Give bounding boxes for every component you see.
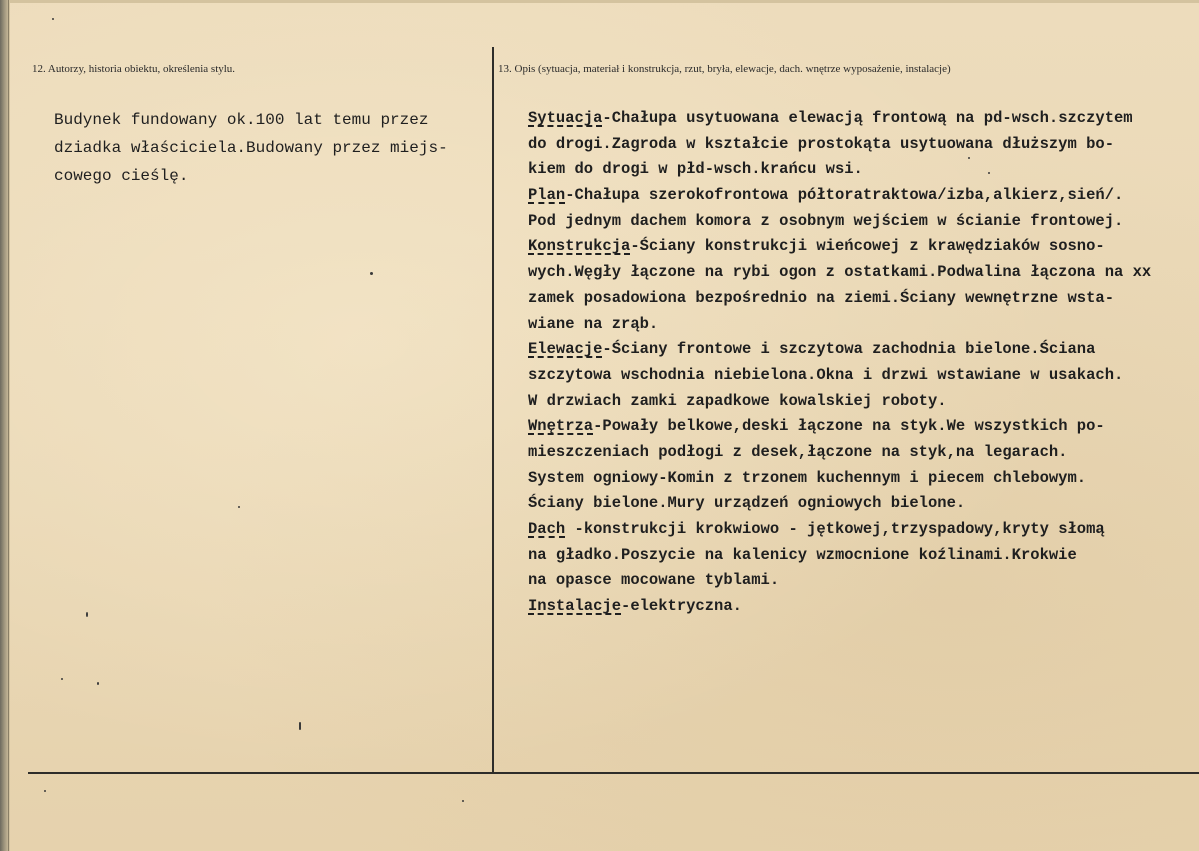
line-text: -Chałupa szerokofrontowa półtoratraktowa/izba,alkierz,sień/. bbox=[565, 186, 1124, 205]
paper-speck bbox=[988, 172, 990, 174]
section-13-line bbox=[528, 106, 1151, 132]
binding-line bbox=[8, 0, 9, 851]
section-12-line: dziadka właściciela.Budowany przez miejs- bbox=[54, 139, 448, 157]
column-divider bbox=[492, 47, 494, 772]
paper-speck bbox=[238, 506, 240, 508]
paper-speck bbox=[968, 157, 970, 159]
paper-speck bbox=[299, 722, 301, 730]
section-12-line: Budynek fundowany ok.100 lat temu przez bbox=[54, 111, 429, 129]
section-13-line bbox=[528, 363, 1151, 389]
paper-speck bbox=[52, 18, 54, 20]
section-13-line bbox=[528, 414, 1151, 440]
subheading-dach: Dach bbox=[528, 520, 566, 538]
paper-speck bbox=[44, 790, 46, 792]
section-13-line bbox=[528, 286, 1151, 312]
section-13-line bbox=[528, 234, 1151, 260]
subheading-instalacje: Instalacje bbox=[528, 597, 622, 616]
section-13-line bbox=[528, 517, 1151, 543]
section-13-line bbox=[528, 209, 1151, 235]
line-text: Ściany bielone.Mury urządzeń ogniowych bielone. bbox=[528, 494, 966, 513]
top-edge bbox=[0, 0, 1199, 3]
section-13-line bbox=[528, 312, 1151, 338]
line-text: kiem do drogi w płd-wsch.krańcu wsi. bbox=[528, 160, 863, 179]
bottom-rule bbox=[28, 772, 1199, 774]
section-13-line bbox=[528, 337, 1151, 363]
paper-speck bbox=[97, 682, 99, 685]
line-text: wiane na zrąb. bbox=[528, 314, 659, 333]
section-13-line bbox=[528, 157, 1151, 183]
subheading-wnetrza: Wnętrza bbox=[528, 417, 594, 436]
section-13-line bbox=[528, 594, 1151, 620]
line-text: wych.Węgły łączone na rybi ogon z ostatkami.Podwalina łączona na xx bbox=[528, 263, 1152, 282]
line-text: W drzwiach zamki zapadkowe kowalskiej roboty. bbox=[528, 391, 947, 410]
subheading-plan: Plan bbox=[528, 186, 566, 205]
line-text: Pod jednym dachem komora z osobnym wejściem w ścianie frontowej. bbox=[528, 211, 1124, 230]
line-text: na gładko.Poszycie na kalenicy wzmocnione koźlinami.Krokwie bbox=[528, 545, 1077, 564]
section-13-line bbox=[528, 389, 1151, 415]
paper-speck bbox=[370, 272, 373, 275]
section-13-line bbox=[528, 183, 1151, 209]
line-text: -Ściany konstrukcji wieńcowej z krawędziaków sosno- bbox=[630, 237, 1105, 256]
paper-speck bbox=[462, 800, 464, 802]
line-text: -Ściany frontowe i szczytowa zachodnia bielone.Ściana bbox=[602, 340, 1096, 359]
subheading-elewacje: Elewacje bbox=[528, 340, 603, 359]
section-13-text bbox=[528, 106, 1151, 620]
line-text: -elektryczna. bbox=[621, 597, 742, 616]
line-text: -Powały belkowe,deski łączone na styk.We wszystkich po- bbox=[593, 417, 1105, 436]
section-12-text bbox=[54, 106, 448, 190]
paper-speck bbox=[61, 678, 63, 680]
line-text: mieszczeniach podłogi z desek,łączone na styk,na legarach. bbox=[528, 442, 1068, 461]
section-13-line bbox=[528, 132, 1151, 158]
subheading-sytuacja: Sytuacja bbox=[528, 109, 603, 127]
section-13-label: 13. Opis (sytuacja, materiał i konstrukcja, rzut, bryła, elewacje, dach. wnętrze wyposażenie, instalacje) bbox=[498, 63, 951, 75]
section-13-line bbox=[528, 568, 1151, 594]
section-13-line bbox=[528, 260, 1151, 286]
line-text: System ogniowy-Komin z trzonem kuchennym i piecem chlebowym. bbox=[528, 468, 1087, 487]
line-text: -Chałupa usytuowana elewacją frontową na pd-wsch.szczytem bbox=[602, 109, 1133, 127]
paper-speck bbox=[86, 612, 88, 617]
section-13-line bbox=[528, 440, 1151, 466]
line-text: do drogi.Zagroda w kształcie prostokąta usytuowana dłuższym bo- bbox=[528, 134, 1114, 153]
subheading-konstrukcja: Konstrukcja bbox=[528, 237, 631, 256]
section-13-line bbox=[528, 543, 1151, 569]
line-text: na opasce mocowane tyblami. bbox=[528, 571, 780, 590]
section-13-line bbox=[528, 466, 1151, 492]
section-12-line: cowego cieślę. bbox=[54, 167, 189, 185]
section-12-label: 12. Autorzy, historia obiektu, określenia stylu. bbox=[32, 63, 236, 75]
line-text: szczytowa wschodnia niebielona.Okna i drzwi wstawiane w usakach. bbox=[528, 365, 1124, 384]
line-text: zamek posadowiona bezpośrednio na ziemi.Ściany wewnętrzne wsta- bbox=[528, 288, 1114, 307]
line-text: -konstrukcji krokwiowo - jętkowej,trzyspadowy,kryty słomą bbox=[565, 520, 1105, 538]
section-13-line bbox=[528, 491, 1151, 517]
